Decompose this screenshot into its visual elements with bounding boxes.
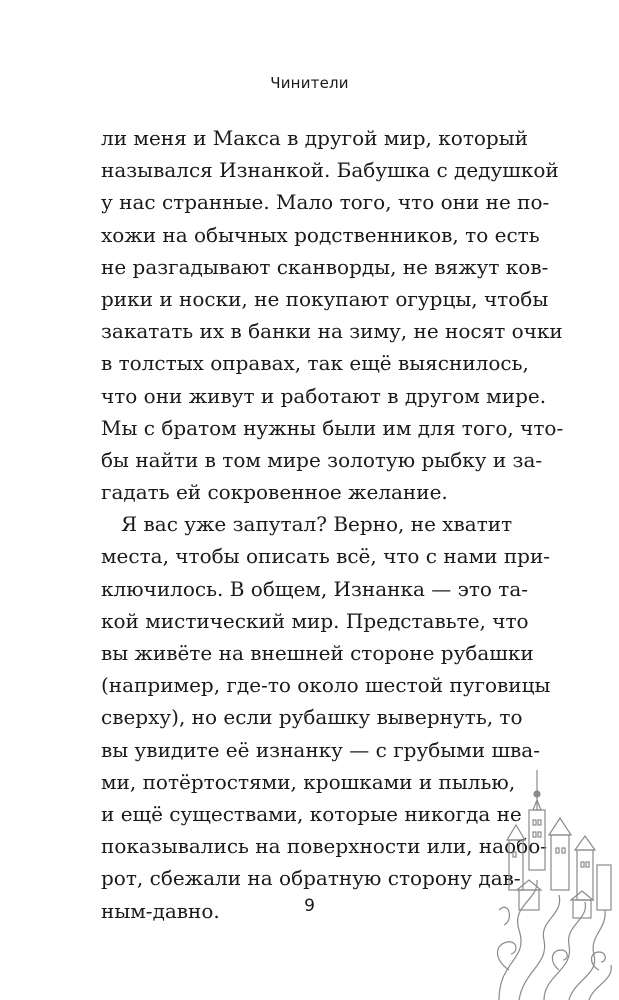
text-line: (например, где-то около шестой пуговицы — [101, 673, 551, 698]
text-line: ми, потёртостями, крошками и пылью, — [101, 769, 516, 794]
text-line: гадать ей сокровенное желание. — [101, 480, 448, 505]
text-line: что они живут и работают в другом мире. — [101, 383, 547, 408]
text-line: назывался Изнанкой. Бабушка с дедушкой — [101, 158, 559, 183]
text-line: ключилось. В общем, Изнанка — это та- — [101, 576, 529, 601]
text-line: Мы с братом нужны были им для того, что- — [101, 415, 564, 440]
text-line: у нас странные. Мало того, что они не по- — [101, 190, 550, 215]
text-line: ным-давно. — [101, 898, 220, 923]
text-line: вы увидите её изнанку — с грубыми шва- — [101, 737, 540, 762]
text-line: показывались на поверхности или, наобо- — [101, 834, 547, 859]
text-line: рот, сбежали на обратную сторону дав- — [101, 866, 521, 891]
text-line: сверху), но если рубашку вывернуть, то — [101, 705, 523, 730]
text-line: и ещё существами, которые никогда не — [101, 801, 522, 826]
text-line: закатать их в банки на зиму, не носят очки — [101, 319, 563, 344]
page-number: 9 — [304, 896, 315, 916]
running-head-title: Чинители — [270, 74, 349, 92]
text-line: в толстых оправах, так ещё выяснилось, — [101, 351, 529, 376]
text-line: бы найти в том мире золотую рыбку и за- — [101, 447, 543, 472]
text-line: вы живёте на внешней стороне рубашки — [101, 641, 534, 665]
text-line: хожи на обычных родственников, то есть — [101, 222, 540, 247]
text-line: места, чтобы описать всё, что с нами при- — [101, 544, 551, 569]
text-line: Я вас уже запутал? Верно, не хватит — [121, 512, 513, 537]
text-line: не разгадывают сканворды, не вяжут ков- — [101, 254, 549, 279]
text-line: ли меня и Макса в другой мир, который — [101, 126, 528, 150]
text-line: кой мистический мир. Представьте, что — [101, 608, 529, 633]
body-text — [101, 122, 564, 927]
fantasy-city-ornament-icon — [489, 770, 619, 1000]
text-line: рики и носки, не покупают огурцы, чтобы — [101, 286, 549, 311]
